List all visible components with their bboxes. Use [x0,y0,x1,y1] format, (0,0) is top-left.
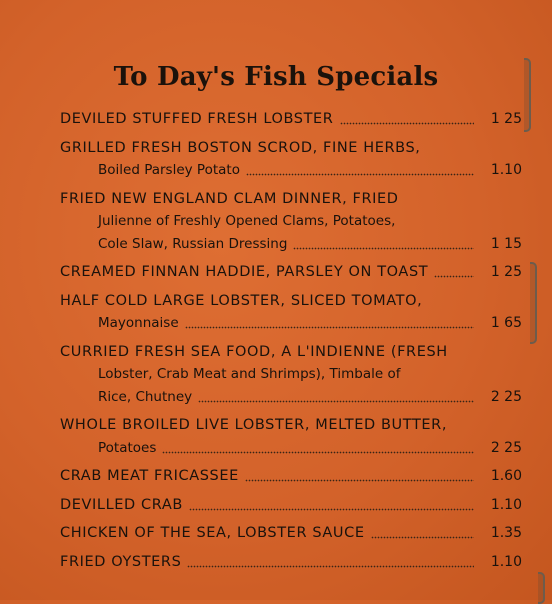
leader-dots [246,173,474,177]
item-text: Potatoes [98,439,157,456]
item-price: 1.60 [490,468,522,484]
item-price: 1 25 [490,264,522,280]
item-price: 1 65 [490,315,522,331]
leader-dots [189,507,474,511]
item-text: HALF COLD LARGE LOBSTER, SLICED TOMATO, [60,292,423,309]
item-text: Julienne of Freshly Opened Clams, Potatoes, [98,213,396,229]
staple-top [524,58,531,132]
leader-dots [434,275,474,279]
item-text: DEVILLED CRAB [60,496,183,513]
menu-title: To Day's Fish Specials [113,62,439,92]
leader-dots [198,399,474,403]
menu-item [60,414,522,459]
menu-item [60,108,522,131]
item-text: Lobster, Crab Meat and Shrimps), Timbale of [98,366,401,382]
item-text: Rice, Chutney [98,388,193,405]
item-text: CHICKEN OF THE SEA, LOBSTER SAUCE [60,525,365,541]
leader-dots [162,450,474,454]
menu-item [60,551,522,574]
item-text: Boiled Parsley Potato [98,162,240,178]
menu-item [60,465,522,488]
staple-middle [530,262,537,344]
item-price: 1.10 [490,162,522,178]
item-text: CRAB MEAT FRICASSEE [60,468,239,484]
menu-item [60,188,522,256]
menu-item [60,290,522,335]
menu-item [60,522,522,545]
item-text: FRIED OYSTERS [60,553,182,570]
item-text: Cole Slaw, Russian Dressing [98,235,288,252]
item-text: Mayonnaise [98,315,179,331]
menu-item [60,261,522,284]
item-price: 1.10 [490,496,522,513]
leader-dots [245,479,474,483]
item-text: FRIED NEW ENGLAND CLAM DINNER, FRIED [60,190,399,207]
leader-dots [340,122,475,126]
item-text: WHOLE BROILED LIVE LOBSTER, MELTED BUTTER, [60,417,448,433]
item-text: GRILLED FRESH BOSTON SCROD, FINE HERBS, [60,139,421,156]
item-price: 2 25 [490,439,522,456]
item-price: 1 15 [490,235,522,252]
item-price: 2 25 [490,388,522,405]
item-text: DEVILED STUFFED FRESH LOBSTER [60,111,334,127]
item-price: 1 25 [490,111,522,127]
leader-dots [185,326,474,330]
staple-bottom [538,572,545,604]
item-text: CREAMED FINNAN HADDIE, PARSLEY ON TOAST [60,264,429,280]
leader-dots [187,564,474,568]
item-price: 1.35 [490,525,522,541]
leader-dots [371,536,474,540]
menu-item [60,341,522,409]
item-price: 1.10 [490,553,522,570]
menu-item [60,137,522,182]
fish-specials-list [60,108,522,573]
item-text: CURRIED FRESH SEA FOOD, A L'INDIENNE (FRESH [60,343,448,360]
leader-dots [293,246,474,250]
menu-item [60,494,522,517]
